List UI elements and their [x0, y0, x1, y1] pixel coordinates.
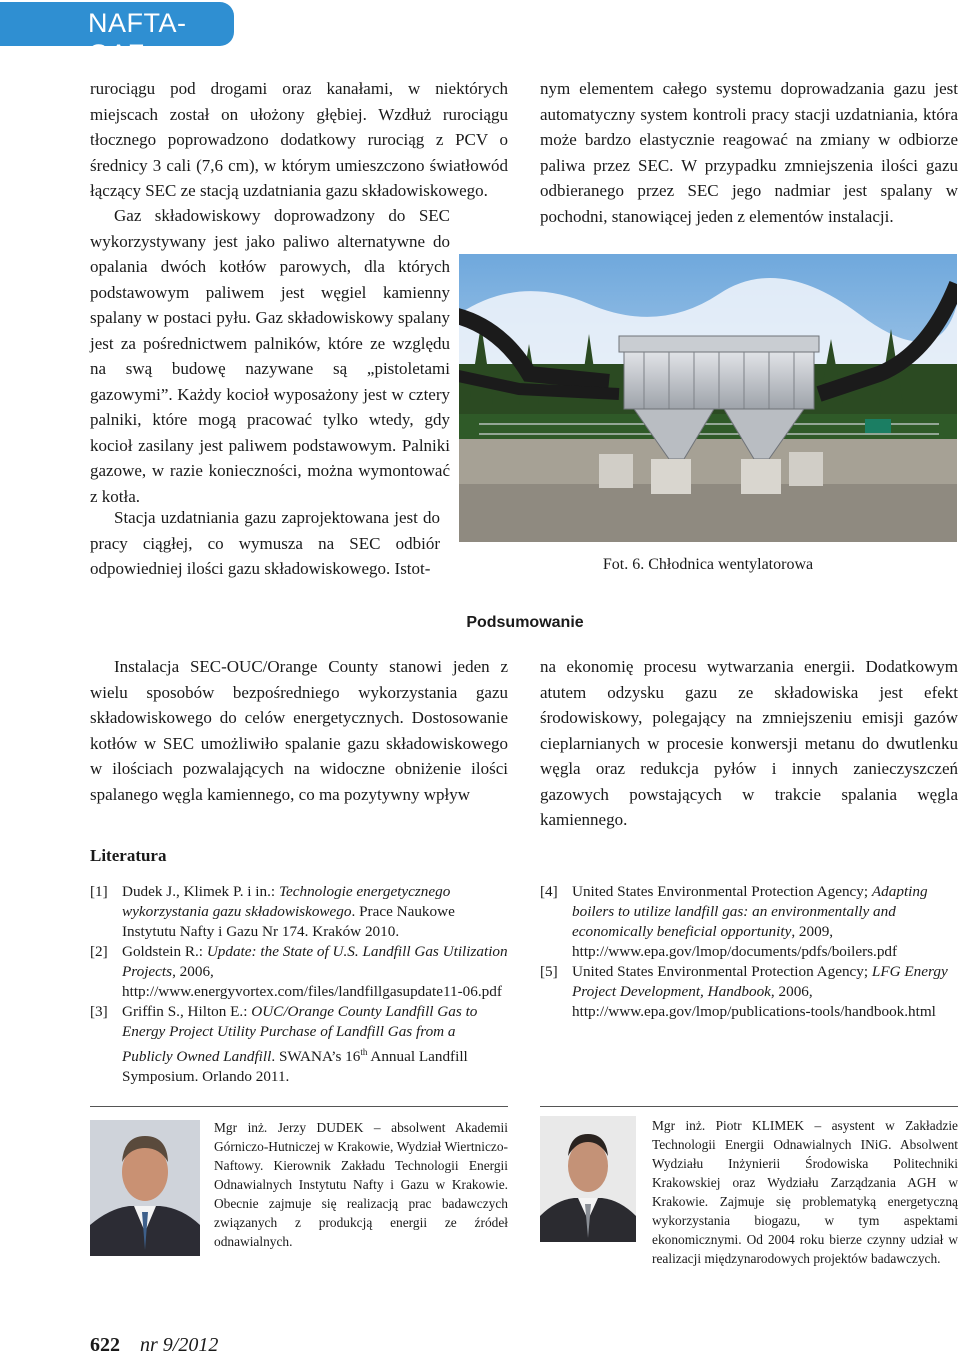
reference-item — [90, 1002, 508, 1087]
issue-number: nr 9/2012 — [140, 1334, 219, 1356]
body-paragraph-4: nym elementem całego systemu doprowadzania gazu jest automatyczny system kontroli pracy stacji uzdatniania, która może bardzo elastycznie reagować na zmiany w odbiorze paliwa przez SEC. W przypadku zmniejszenia ilości gazu odbieranego przez SEC jego nadmiar jest spalany w pochodni, stanowiącej jeden z elementów instalacji. — [540, 79, 958, 226]
reference-title: Update: the State of U.S. Landfill Gas Utilization Projects — [122, 943, 508, 980]
reference-details: , 2009, http://www.epa.gov/lmop/documents/pdfs/boilers.pdf — [572, 923, 898, 960]
section-heading-summary: Podsumowanie — [466, 614, 584, 631]
reference-list-left — [90, 882, 508, 1087]
summary-paragraph-right: na ekonomię procesu wytwarzania energii. Dodatkowym atutem odzysku gazu ze składowiska jest efekt środowiskowy, polegający na zmniejszeniu emisji gazów cieplarnianych w procesie konwersji metanu do dwutlenku węgla oraz redukcja pyłów i innych zanieczyszczeń gazowych powstających w trakcie spalania węgla kamiennego. — [540, 657, 958, 829]
author-bio-dudek: Mgr inż. Jerzy DUDEK – absolwent Akademii Górniczo-Hutniczej w Krakowie, Wydział Wiertniczo-Naftowy. Kierownik Zakładu Technologii Energii Odnawialnych Instytutu Nafty i Gazu w Krakowie. Obecnie zajmuje się realizacją prac badawczych związanych z produkcją energii ze źródeł odnawialnych. — [214, 1120, 508, 1249]
fan-cooler-photo — [459, 254, 957, 542]
reference-number: [1] — [90, 883, 108, 900]
author-portrait-icon — [540, 1116, 636, 1242]
reference-superscript: th — [360, 1047, 368, 1057]
reference-number: [4] — [540, 883, 558, 900]
figure-caption: Fot. 6. Chłodnica wentylatorowa — [602, 556, 814, 573]
reference-title: OUC/Orange County Landfill Gas to Energy Project Utility Purchase of Landfill Gas from a Publicly Owned Landfill — [122, 1003, 478, 1066]
literature-heading: Literatura — [90, 846, 167, 865]
reference-authors: Goldstein R.: — [122, 943, 207, 960]
reference-item — [540, 882, 958, 962]
body-paragraph-2: Gaz składowiskowy doprowadzony do SEC wykorzystywany jest jako paliwo alternatywne do opalania dwóch kotłów parowych, dla których podstawowym paliwem jest węgiel kamienny spalany w postaci pyłu. Gaz składowiskowy spalany jest za pośrednictwem palników, które ze względu na swą budowę nazywane są „pistoletami gazowymi”. Każdy kocioł wyposażony jest w cztery palniki, które mogą pracować tylko wtedy, gdy kocioł zasilany jest paliwem podstawowym. Palniki gazowe, w razie konieczności, można wymontować z kotła. — [90, 206, 450, 506]
reference-details: , 2006, http://www.epa.gov/lmop/publications-tools/handbook.html — [572, 983, 936, 1020]
journal-title: NAFTA-GAZ — [88, 8, 187, 69]
reference-details: . Prace Naukowe Instytutu Nafty i Gazu Nr 174. Kraków 2010. — [122, 903, 455, 940]
reference-list-right — [540, 882, 958, 1022]
reference-authors: Griffin S., Hilton E.: — [122, 1003, 252, 1020]
reference-details: Annual Landfill Symposium. Orlando 2011. — [122, 1048, 468, 1086]
reference-title: Technologie energetycznego wykorzystania gazu składowiskowego — [122, 883, 451, 920]
author-photo-dudek — [90, 1120, 200, 1256]
author-bio-klimek: Mgr inż. Piotr KLIMEK – asystent w Zakładzie Technologii Energii Odnawialnych INiG. Absolwent Wydziału Inżynierii Środowiska Politechniki Krakowskiej oraz Wydziału Zarządzania AGH w Krakowie. Zajmuje się problematyką energetyczną wykorzystania biogazu, w tym aspektami ekonomicznymi. Od 2004 roku bierze czynny udział w realizacji międzynarodowych projektów badawczych. — [652, 1118, 958, 1266]
reference-title: Adapting boilers to utilize landfill gas: an environmentally and economically beneficial opportunity — [572, 883, 928, 940]
body-paragraph-3: Stacja uzdatniania gazu zaprojektowana jest do pracy ciągłej, co wymusza na SEC odbiór odpowiedniej ilości gazu składowiskowego. Istot- — [90, 508, 440, 578]
reference-authors: United States Environmental Protection Agency; — [572, 963, 872, 980]
reference-details: , 2006, http://www.energyvortex.com/files/landfillgasupdate11-06.pdf — [122, 963, 502, 1000]
summary-paragraph-left: Instalacja SEC-OUC/Orange County stanowi jeden z wielu sposobów bezpośredniego wykorzystania gazu składowiskowego do celów energetycznych. Dostosowanie kotłów w SEC umożliwiło spalanie gazu składowiskowego w ilościach pozwalających na widoczne obniżenie ilości spalanego węgla kamiennego, co ma pozytywny wpływ — [90, 657, 508, 804]
reference-item — [90, 882, 508, 942]
reference-number: [2] — [90, 943, 108, 960]
author-divider-left — [90, 1106, 508, 1107]
journal-header-tab — [0, 2, 234, 69]
reference-authors: United States Environmental Protection Agency; — [572, 883, 872, 900]
page-number: 622 — [90, 1334, 120, 1356]
reference-title: LFG Energy Project Development, Handbook — [572, 963, 948, 1000]
reference-item — [90, 942, 508, 1002]
reference-details: . SWANA’s 16 — [271, 1048, 361, 1066]
author-divider-right — [540, 1106, 958, 1107]
reference-number: [5] — [540, 963, 558, 980]
fan-cooler-illustration — [459, 254, 957, 542]
body-paragraph-1: rurociągu pod drogami oraz kanałami, w niektórych miejscach został on ułożony głębiej. Wzdłuż rurociągu tłocznego poprowadzono dodatkowy rurociąg z PCV o średnicy 3 cali (7,6 cm), w którym umieszczono światłowód łączący SEC ze stacją uzdatniania gazu składowiskowego. — [90, 79, 508, 200]
reference-authors: Dudek J., Klimek P. i in.: — [122, 883, 279, 900]
reference-number: [3] — [90, 1003, 108, 1020]
page-footer — [90, 1334, 218, 1357]
author-portrait-icon — [90, 1120, 200, 1256]
reference-item — [540, 962, 958, 1022]
author-photo-klimek — [540, 1116, 636, 1242]
